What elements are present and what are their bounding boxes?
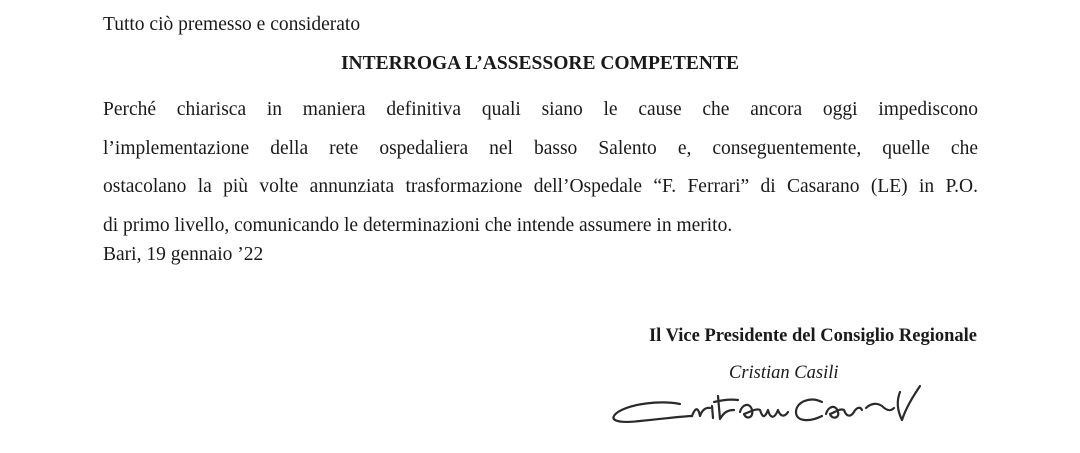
signatory-name: Cristian Casili — [729, 363, 839, 383]
handwritten-signature — [600, 372, 950, 452]
body-paragraph — [103, 91, 978, 245]
paragraph-line: l’implementazione della rete ospedaliera nel basso Salento e, conseguentemente, quelle che — [103, 137, 978, 159]
paragraph-line: di primo livello, comunicando le determinazioni che intende assumere in merito. — [103, 214, 733, 236]
document-heading: INTERROGA L’ASSESSORE COMPETENTE — [340, 53, 740, 74]
paragraph-line: Perché chiarisca in maniera definitiva quali siano le cause che ancora oggi impediscono — [103, 99, 978, 120]
intro-text: Tutto ciò premesso e considerato — [103, 14, 361, 35]
paragraph-line: ostacolano la più volte annunziata trasformazione dell’Ospedale “F. Ferrari” di Casarano (LE) in P.O. — [103, 176, 978, 197]
place-date: Bari, 19 gennaio ’22 — [103, 244, 264, 265]
signatory-role: Il Vice Presidente del Consiglio Regionale — [648, 326, 977, 346]
